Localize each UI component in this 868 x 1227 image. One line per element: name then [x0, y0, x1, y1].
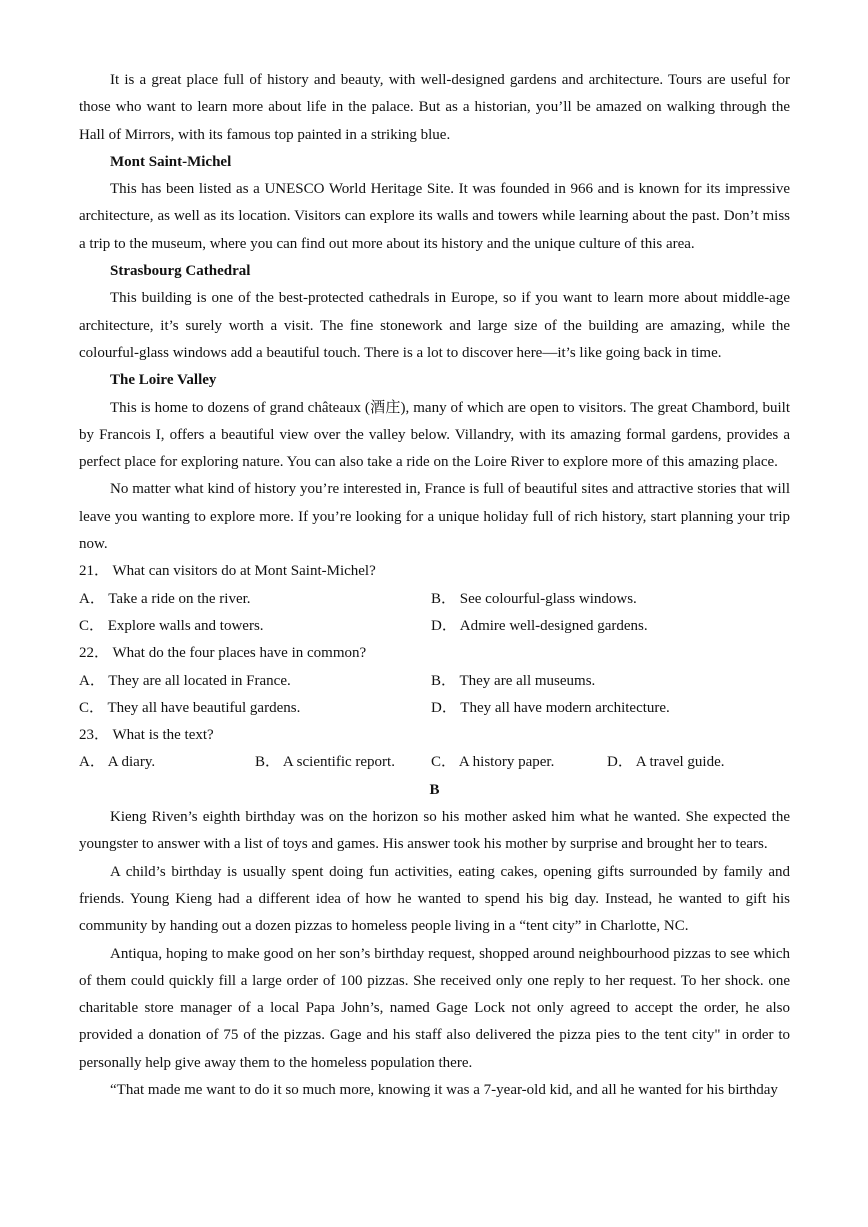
- question-21-option-d[interactable]: D． Admire well-designed gardens.: [431, 617, 648, 634]
- section-b-label: B: [429, 781, 440, 798]
- paragraph-strasbourg-cathedral: This building is one of the best-protected cathedrals in Europe, so if you want to learn more about middle-age architecture, it’s surely worth a visit. The fine stonework and large size of the building are amazing, while the colourful-glass windows add a beautiful touch. There is a lot to discover here—it’s like going back in time.: [79, 290, 790, 361]
- question-23-stem: 23． What is the text?: [79, 727, 214, 744]
- paragraph-loire-valley: This is home to dozens of grand châteaux (酒庄), many of which are open to visitors. The great Chambord, built by Francois I, offers a beautiful view over the valley below. Villandry, with its amazing formal gardens, provides a perfect place for exploring nature. You can also take a ride on the Loire River to explore more of this amazing place.: [79, 399, 790, 471]
- question-22-option-a[interactable]: A． They are all located in France.: [79, 672, 291, 689]
- paragraph-conclusion: No matter what kind of history you’re interested in, France is full of beautiful sites and attractive stories that will leave you wanting to explore more. If you’re looking for a unique holiday full of rich history, start planning your trip now.: [79, 481, 790, 553]
- question-23-option-c[interactable]: C． A history paper.: [431, 754, 555, 771]
- question-23-option-a[interactable]: A． A diary.: [79, 754, 156, 771]
- question-21-option-a[interactable]: A． Take a ride on the river.: [79, 590, 251, 607]
- question-22-options-row1: [79, 668, 790, 695]
- question-22-stem: 22． What do the four places have in common?: [79, 645, 367, 662]
- question-21-options-row1: [79, 586, 790, 613]
- heading-mont-saint-michel: Mont Saint-Michel: [110, 153, 232, 170]
- paragraph-mont-saint-michel: This has been listed as a UNESCO World Heritage Site. It was founded in 966 and is known for its impressive architecture, as well as its location. Visitors can explore its walls and towers while learning about the past. Don’t miss a trip to the museum, where you can find out more about its history and the unique culture of this area.: [79, 181, 790, 252]
- paragraph-b-2: A child’s birthday is usually spent doing fun activities, eating cakes, opening gifts surrounded by family and friends. Young Kieng had a different idea of how he wanted to spend his big day. Instead, he wanted to gift his community by handing out a dozen pizzas to homeless people living in a “tent city” in Charlotte, NC.: [79, 863, 790, 935]
- question-21-option-b[interactable]: B． See colourful-glass windows.: [431, 590, 637, 607]
- question-21-stem: 21． What can visitors do at Mont Saint-Michel?: [79, 563, 376, 580]
- question-22-option-b[interactable]: B． They are all museums.: [431, 672, 596, 689]
- paragraph-b-1: Kieng Riven’s eighth birthday was on the horizon so his mother asked him what he wanted. She expected the youngster to answer with a list of toys and games. His answer took his mother by surprise and brought her to tears.: [79, 809, 790, 853]
- paragraph-b-4: “That made me want to do it so much more, knowing it was a 7-year-old kid, and all he wanted for his birthday: [110, 1081, 778, 1098]
- reading-content: [79, 67, 790, 1104]
- question-21-options-row2: [79, 613, 790, 640]
- question-22-options-row2: [79, 695, 790, 722]
- question-22-option-d[interactable]: D． They all have modern architecture.: [431, 699, 670, 716]
- question-23-options-row: [79, 749, 790, 776]
- heading-loire-valley: The Loire Valley: [110, 372, 217, 389]
- question-23-option-b[interactable]: B． A scientific report.: [255, 754, 395, 771]
- question-21-option-c[interactable]: C． Explore walls and towers.: [79, 617, 264, 634]
- paragraph-versailles: It is a great place full of history and beauty, with well-designed gardens and architecture. Tours are useful for those who want to learn more about life in the palace. But as a historian, you’ll be amazed on walking through the Hall of Mirrors, with its famous top painted in a striking blue.: [79, 72, 790, 143]
- question-23-option-d[interactable]: D． A travel guide.: [607, 754, 725, 771]
- paragraph-b-3: Antiqua, hoping to make good on her son’s birthday request, shopped around neighbourhood pizzas to see which of them could quickly fill a large order of 100 pizzas. She received only one reply to her request. To her shock. one charitable store manager of a local Papa John’s, named Gage Lock not only agreed to accept the order, he also provided a donation of 75 of the pizzas. Gage and his staff also delivered the pizza pies to the tent city" in order to personally help give away them to the homeless population there.: [79, 945, 790, 1071]
- question-22-option-c[interactable]: C． They all have beautiful gardens.: [79, 699, 301, 716]
- heading-strasbourg-cathedral: Strasbourg Cathedral: [110, 263, 251, 280]
